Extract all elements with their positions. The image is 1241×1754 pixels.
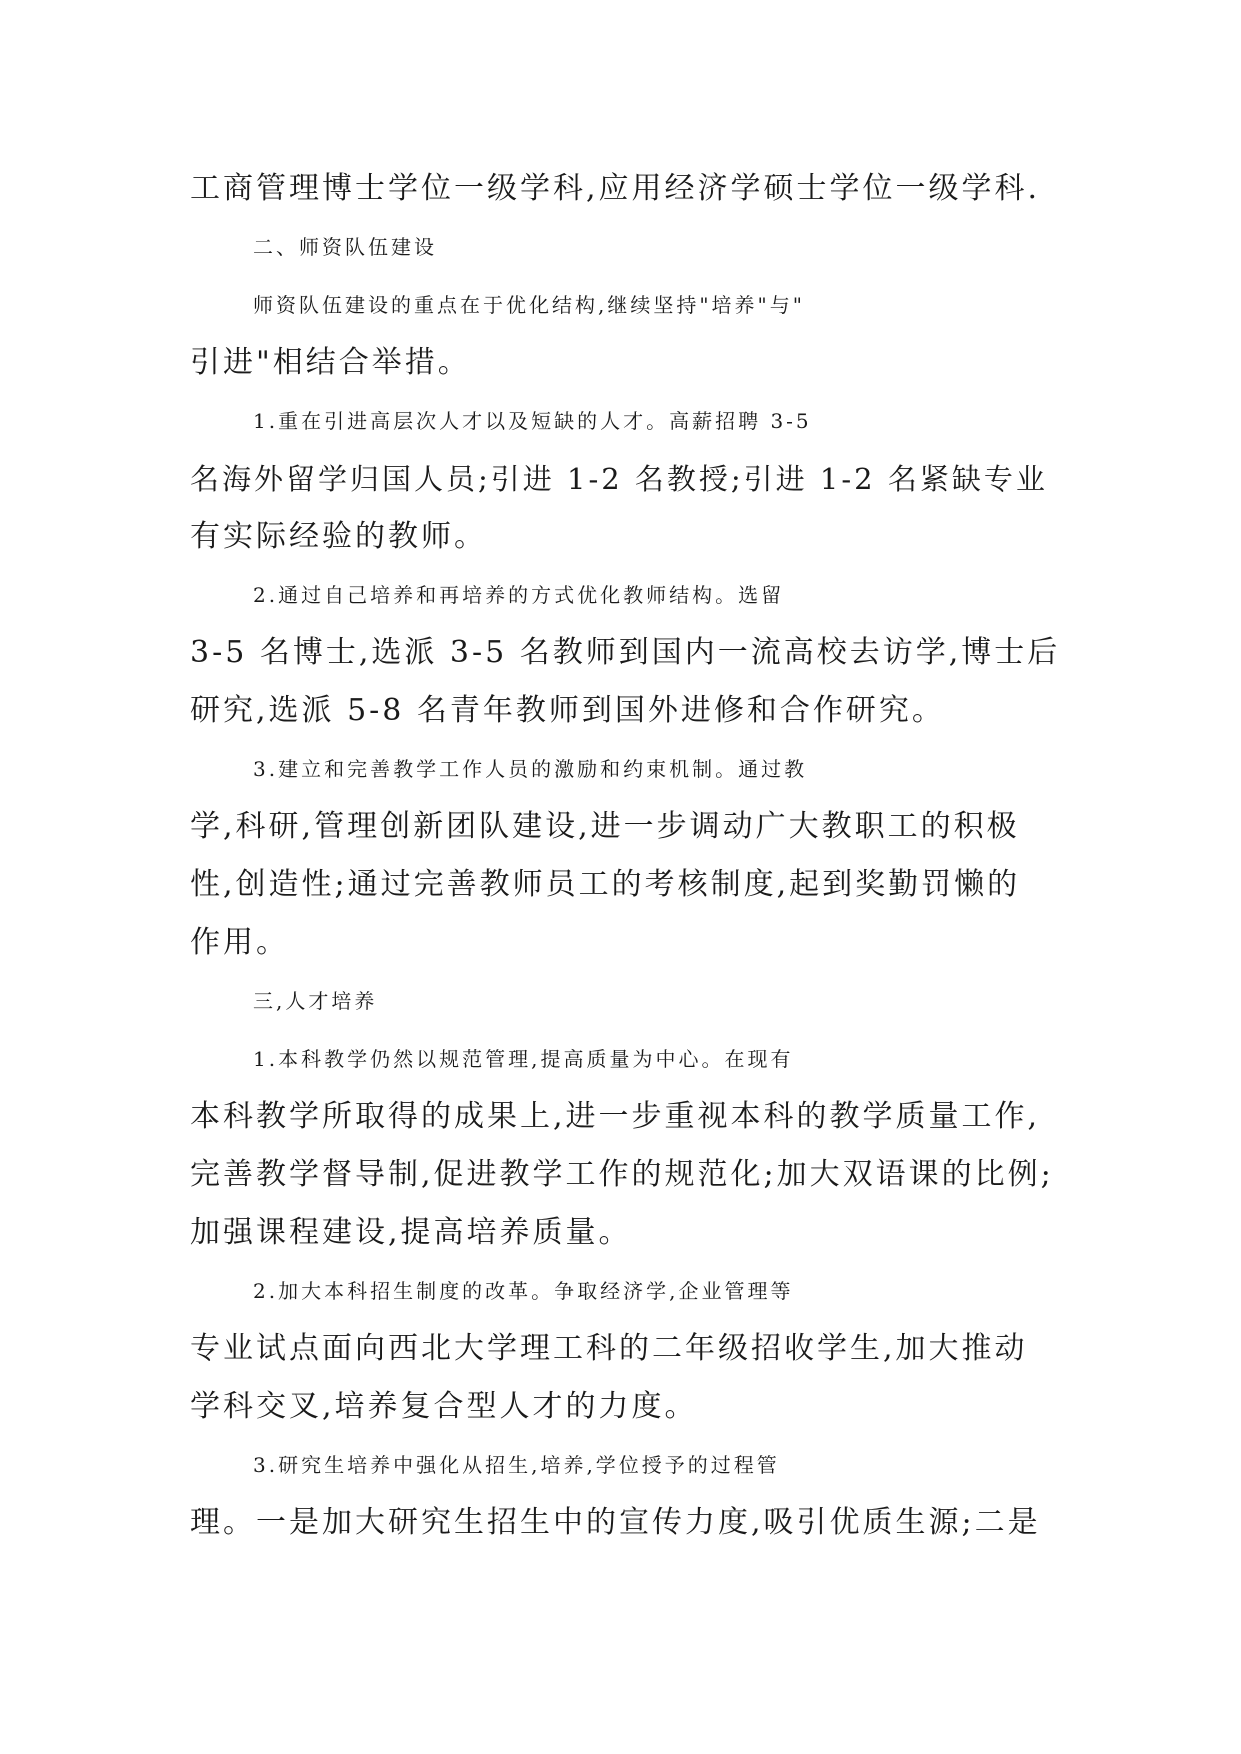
section-heading: 三,人才培养 — [253, 989, 378, 1013]
text-line: 性,创造性;通过完善教师员工的考核制度,起到奖勤罚懒的 — [190, 867, 1021, 902]
text-line: 学科交叉,培养复合型人才的力度。 — [190, 1389, 698, 1424]
text-line: 工商管理博士学位一级学科,应用经济学硕士学位一级学科. — [190, 171, 1041, 206]
text-line: 3-5 名博士,选派 3-5 名教师到国内一流高校去访学,博士后 — [190, 635, 1061, 670]
text-line: 名海外留学归国人员;引进 1-2 名教授;引进 1-2 名紧缺专业 — [190, 462, 1048, 496]
text-line: 1.重在引进高层次人才以及短缺的人才。高薪招聘 3-5 — [253, 409, 812, 433]
text-line: 3.研究生培养中强化从招生,培养,学位授予的过程管 — [253, 1453, 780, 1477]
text-line: 2.加大本科招生制度的改革。争取经济学,企业管理等 — [253, 1279, 794, 1303]
text-line: 学,科研,管理创新团队建设,进一步调动广大教职工的积极 — [190, 809, 1020, 844]
section-heading: 二、师资队伍建设 — [253, 235, 437, 259]
document-body — [190, 160, 1060, 1552]
text-line: 有实际经验的教师。 — [190, 519, 487, 554]
text-line: 研究,选派 5-8 名青年教师到国外进修和合作研究。 — [190, 693, 945, 728]
text-line: 作用。 — [190, 925, 289, 960]
text-line: 完善教学督导制,促进教学工作的规范化;加大双语课的比例; — [190, 1157, 1054, 1192]
text-line: 1.本科教学仍然以规范管理,提高质量为中心。在现有 — [253, 1047, 794, 1071]
text-line: 加强课程建设,提高培养质量。 — [190, 1215, 632, 1250]
text-line: 引进"相结合举措。 — [190, 345, 471, 380]
text-line: 专业试点面向西北大学理工科的二年级招收学生,加大推动 — [190, 1331, 1028, 1366]
text-line: 2.通过自己培养和再培养的方式优化教师结构。选留 — [253, 583, 785, 607]
text-line: 3.建立和完善教学工作人员的激励和约束机制。通过教 — [253, 757, 808, 781]
text-line: 理。一是加大研究生招生中的宣传力度,吸引优质生源;二是 — [190, 1505, 1041, 1540]
text-line: 本科教学所取得的成果上,进一步重视本科的教学质量工作, — [190, 1099, 1041, 1134]
text-line: 师资队伍建设的重点在于优化结构,继续坚持"培养"与" — [253, 293, 805, 317]
